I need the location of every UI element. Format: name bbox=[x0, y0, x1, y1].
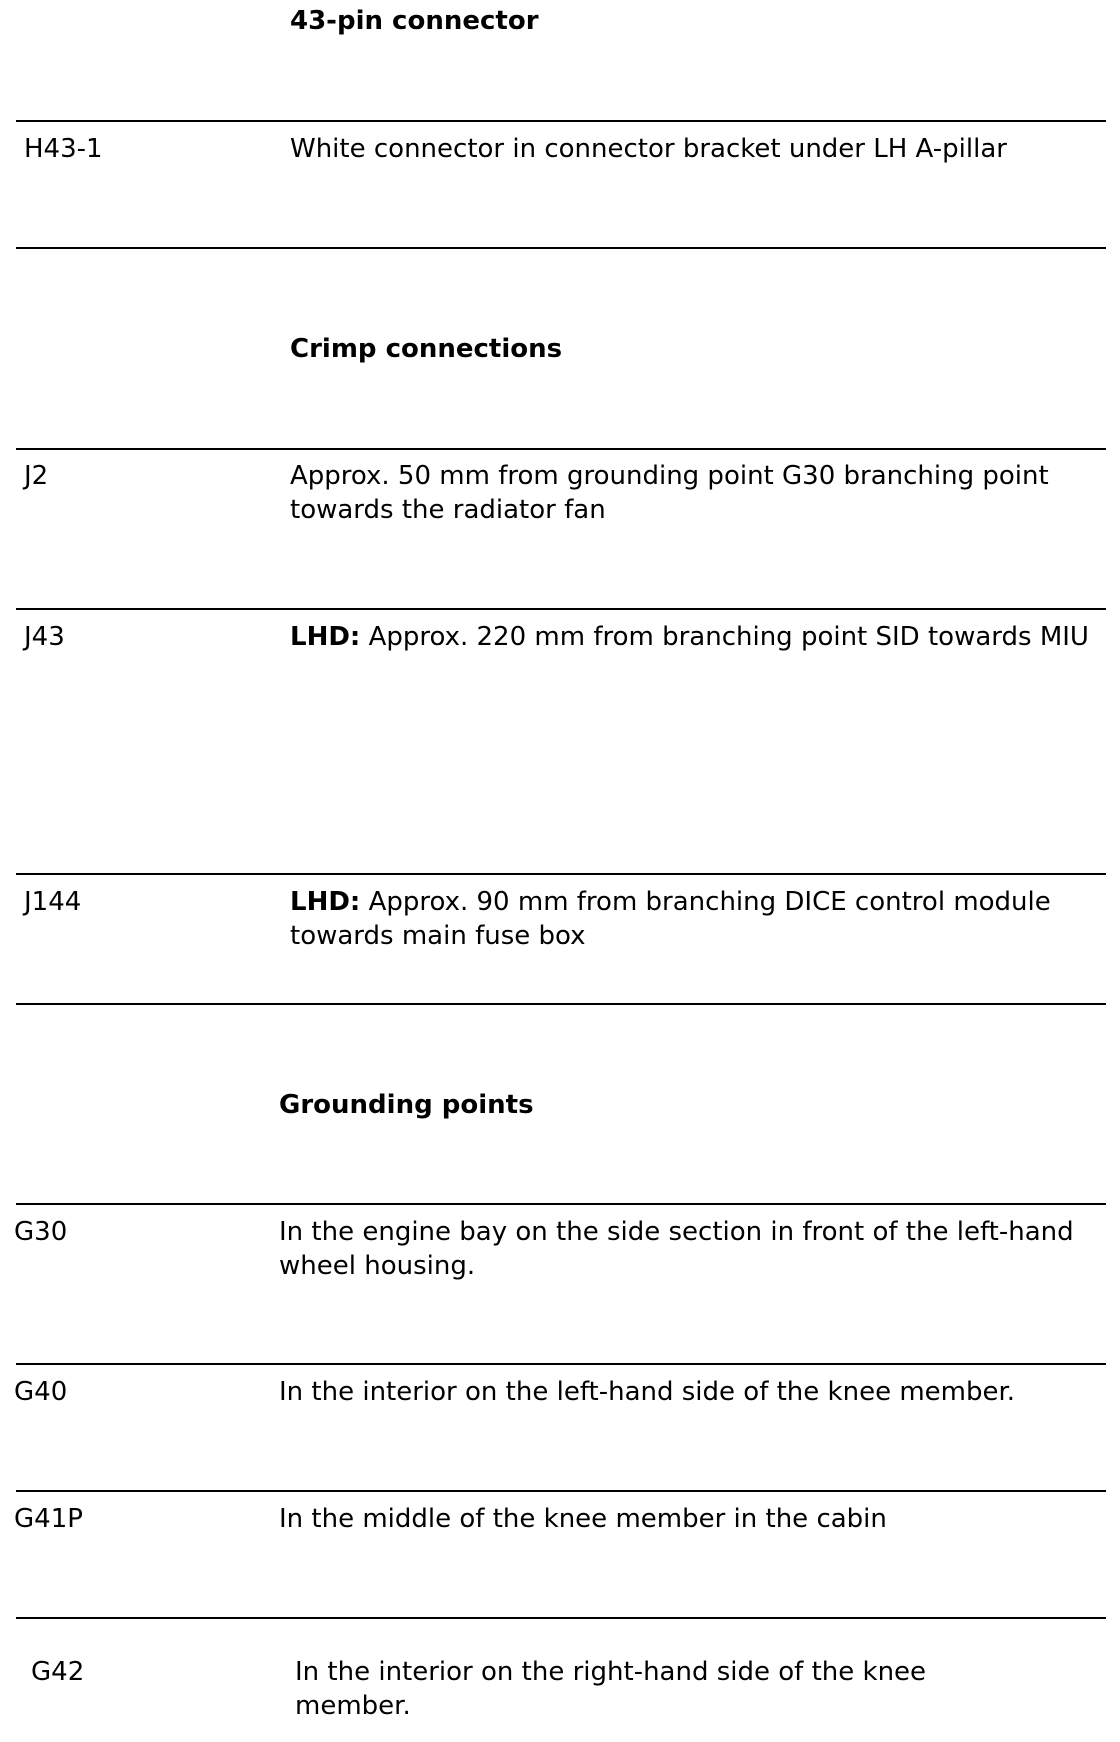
row-desc-j144 bbox=[290, 885, 1120, 953]
row-divider bbox=[16, 608, 1106, 610]
lhd-prefix: LHD: bbox=[290, 887, 361, 917]
row-divider bbox=[16, 1490, 1106, 1492]
section-heading-connector: 43-pin connector bbox=[290, 6, 539, 36]
row-code-j43: J43 bbox=[24, 622, 65, 652]
row-desc-j43 bbox=[290, 620, 1110, 654]
row-desc-j2: Approx. 50 mm from grounding point G30 branching point towards the radiator fan bbox=[290, 461, 1049, 525]
row-code-j2: J2 bbox=[24, 461, 49, 491]
row-divider bbox=[16, 873, 1106, 875]
row-code-g41p: G41P bbox=[14, 1504, 83, 1534]
row-desc-h43-1: White connector in connector bracket under LH A-pillar bbox=[290, 134, 1007, 164]
row-divider bbox=[16, 1617, 1106, 1619]
row-desc-j144-text: Approx. 90 mm from branching DICE control module towards main fuse box bbox=[290, 887, 1051, 951]
row-desc-g42: In the interior on the right-hand side of the knee member. bbox=[295, 1657, 927, 1721]
row-desc-g40: In the interior on the left-hand side of the knee member. bbox=[279, 1377, 1016, 1407]
row-code-g40: G40 bbox=[14, 1377, 68, 1407]
row-code-j144: J144 bbox=[24, 887, 82, 917]
row-code-h43-1: H43-1 bbox=[24, 134, 103, 164]
row-desc-g30: In the engine bay on the side section in front of the left-hand wheel housing. bbox=[279, 1217, 1074, 1281]
row-desc-j43-text: Approx. 220 mm from branching point SID towards MIU bbox=[360, 622, 1089, 652]
lhd-prefix: LHD: bbox=[290, 622, 361, 652]
row-divider bbox=[16, 1003, 1106, 1005]
row-code-g30: G30 bbox=[14, 1217, 68, 1247]
section-heading-grounding: Grounding points bbox=[279, 1090, 534, 1120]
row-divider bbox=[16, 1203, 1106, 1205]
row-divider bbox=[16, 1363, 1106, 1365]
row-divider bbox=[16, 448, 1106, 450]
section-heading-crimp: Crimp connections bbox=[290, 334, 563, 364]
row-divider bbox=[16, 247, 1106, 249]
row-desc-g41p: In the middle of the knee member in the cabin bbox=[279, 1504, 887, 1534]
row-code-g42: G42 bbox=[31, 1657, 85, 1687]
row-divider bbox=[16, 120, 1106, 122]
